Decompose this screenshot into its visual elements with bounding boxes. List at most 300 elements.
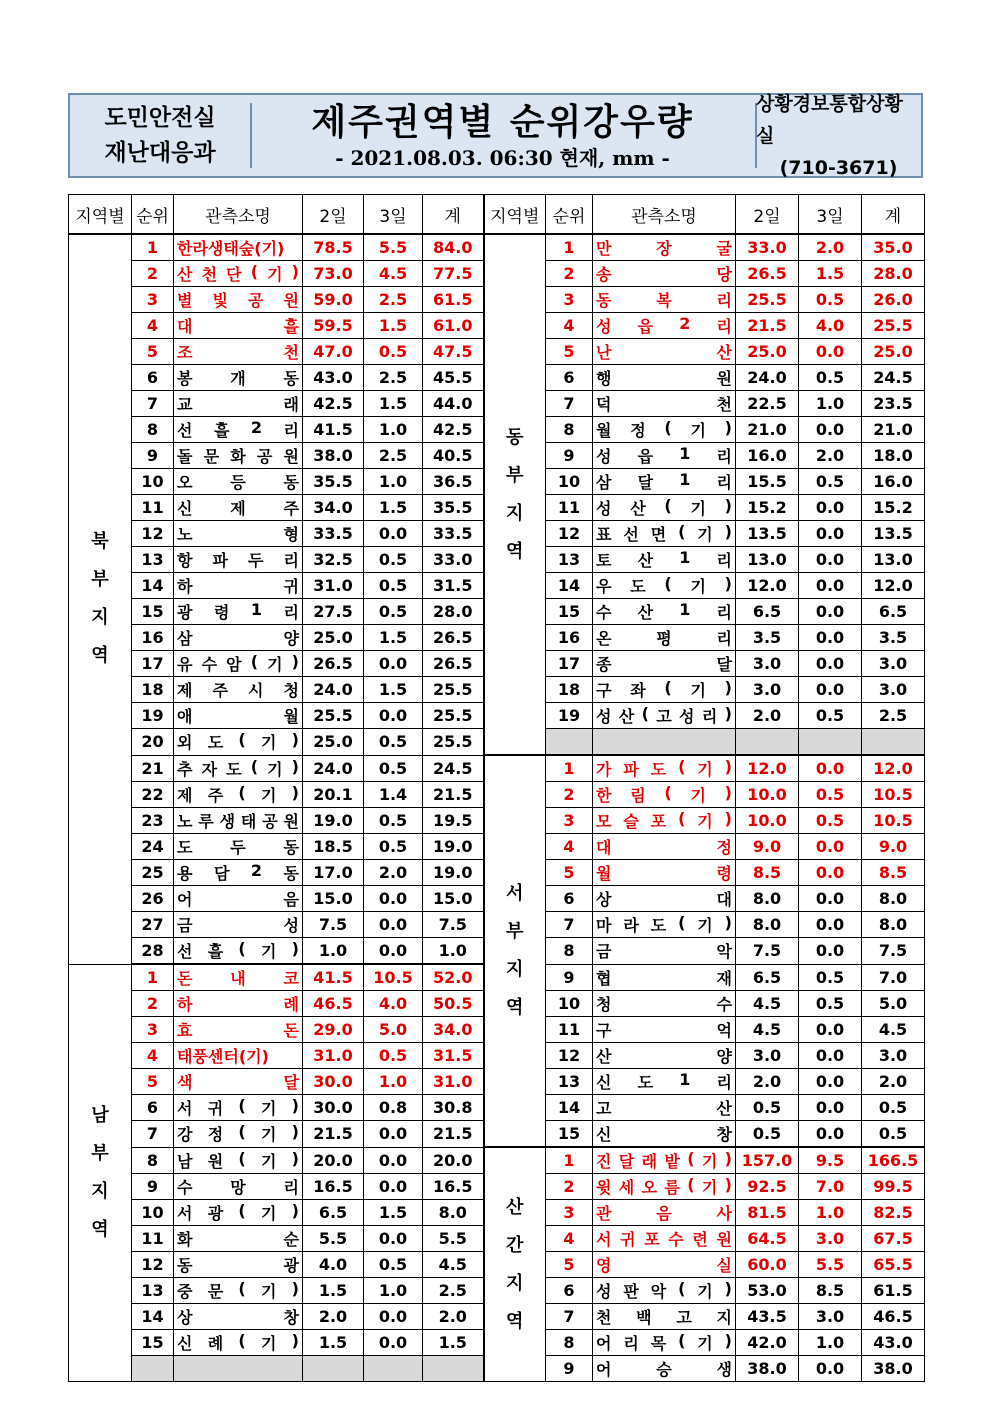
station-name-char: 대 xyxy=(716,890,732,909)
station-name-char: 종 xyxy=(596,655,612,674)
day2-value: 1.5 xyxy=(303,1278,364,1304)
day2-value: 16.0 xyxy=(736,443,799,469)
title-block xyxy=(250,95,755,176)
station-name-char: ) xyxy=(724,1331,732,1350)
rank: 10 xyxy=(132,469,174,495)
station-name-char: 청 xyxy=(596,995,612,1014)
station-name xyxy=(593,834,736,860)
station-name-char: 돈 xyxy=(283,1021,299,1040)
day2-value: 19.0 xyxy=(303,808,364,834)
station-name-char: 천 xyxy=(283,343,299,362)
rank: 14 xyxy=(132,1304,174,1330)
station-name-char: 수 xyxy=(177,1178,193,1197)
station-name-char: ) xyxy=(724,1175,732,1194)
day3-value: 0.5 xyxy=(364,834,423,860)
station-name xyxy=(593,261,736,287)
total-value: 2.0 xyxy=(862,1069,925,1095)
station-name-char: ( xyxy=(250,756,258,776)
station-name-char: 애 xyxy=(177,707,193,726)
station-name xyxy=(174,599,303,625)
station-name-char: 어 xyxy=(596,1360,612,1379)
day2-value: 7.5 xyxy=(303,912,364,938)
station-name-char: 한 xyxy=(596,786,612,805)
station-name-char: 조 xyxy=(177,343,193,362)
day2-value: 8.0 xyxy=(736,886,799,912)
station-name-char: 흘 xyxy=(283,317,299,336)
station-name-char: 기 xyxy=(260,1125,277,1145)
station-name-char: 관 xyxy=(596,1204,612,1223)
total-value: 10.5 xyxy=(862,782,925,808)
station-name-char: 리 xyxy=(716,447,732,466)
total-value: 19.0 xyxy=(423,834,484,860)
station-name-text xyxy=(596,704,732,727)
station-name-char: ( xyxy=(238,1096,246,1115)
region-west-char: 역 xyxy=(506,997,524,1018)
day2-value: 4.5 xyxy=(736,991,799,1017)
station-name-char: 돌 xyxy=(177,447,193,466)
station-name-char: 윗 xyxy=(596,1178,612,1197)
day2-value: 64.5 xyxy=(736,1226,799,1252)
station-name-char: 리 xyxy=(701,707,718,726)
station-name-text xyxy=(177,757,299,780)
station-name-text xyxy=(177,574,299,597)
station-name-char: ) xyxy=(724,1279,732,1298)
station-name-char: 남 xyxy=(177,1151,193,1171)
station-name xyxy=(174,677,303,703)
rank: 12 xyxy=(546,1043,593,1069)
station-name-char: 제 xyxy=(177,681,193,700)
station-name-char: 구 xyxy=(596,681,612,700)
station-name xyxy=(593,651,736,677)
station-name-char: 빛 xyxy=(212,291,228,310)
station-name-char: 고 xyxy=(676,1308,692,1327)
total-value: 61.5 xyxy=(423,287,484,313)
station-name xyxy=(174,834,303,860)
station-name-char: 단 xyxy=(226,265,242,284)
empty-station-name-left xyxy=(174,1356,303,1382)
total-value: 84.0 xyxy=(423,234,484,261)
station-name xyxy=(593,1121,736,1148)
station-name-char: ) xyxy=(724,913,732,932)
station-name-char: 기 xyxy=(697,812,713,831)
region-north-char: 지 xyxy=(91,607,109,629)
station-name xyxy=(593,1252,736,1278)
day3-value: 2.0 xyxy=(364,860,423,886)
station-name xyxy=(174,729,303,756)
empty-total-value-right xyxy=(862,729,925,756)
total-value: 3.0 xyxy=(862,1043,925,1069)
station-name-char: 례 xyxy=(207,1334,224,1353)
station-name-char: 기 xyxy=(260,1282,277,1301)
station-name-char: 태 xyxy=(240,812,257,831)
rank: 19 xyxy=(132,703,174,729)
station-name-char: 생 xyxy=(716,1360,732,1379)
day2-value: 3.0 xyxy=(736,677,799,703)
station-name-char: ) xyxy=(724,496,732,515)
day2-value: 32.5 xyxy=(303,547,364,573)
station-name-char: 산 xyxy=(630,499,646,518)
day3-value: 2.5 xyxy=(364,365,423,391)
rank: 16 xyxy=(132,625,174,651)
day3-value: 9.5 xyxy=(799,1147,862,1174)
rank: 15 xyxy=(546,599,593,625)
station-name xyxy=(593,755,736,782)
region-north-char: 역 xyxy=(91,645,109,667)
rank: 2 xyxy=(132,261,174,287)
day2-value: 59.0 xyxy=(303,287,364,313)
station-name-char: 리 xyxy=(716,551,732,570)
station-name-char: 온 xyxy=(596,629,612,648)
total-value: 7.0 xyxy=(862,964,925,991)
day2-value: 2.0 xyxy=(736,1069,799,1095)
rank: 3 xyxy=(132,287,174,313)
day2-value: 33.0 xyxy=(736,234,799,261)
day2-value: 92.5 xyxy=(736,1174,799,1200)
day3-value: 0.0 xyxy=(799,886,862,912)
station-name-char: 가 xyxy=(596,760,612,779)
rank: 14 xyxy=(546,573,593,599)
day2-value: 35.5 xyxy=(303,469,364,495)
station-name-text xyxy=(177,1331,299,1354)
total-value: 28.0 xyxy=(423,599,484,625)
station-name-char: 슬 xyxy=(623,812,639,831)
station-name xyxy=(174,521,303,547)
station-name-char: 공 xyxy=(248,291,264,310)
station-name-char: ) xyxy=(291,652,299,671)
total-value: 2.0 xyxy=(423,1304,484,1330)
total-value: 23.5 xyxy=(862,391,925,417)
day2-value: 41.5 xyxy=(303,417,364,443)
rank: 12 xyxy=(132,521,174,547)
total-value: 6.5 xyxy=(862,599,925,625)
station-name-char: 백 xyxy=(636,1308,652,1327)
station-name-text xyxy=(177,522,299,545)
day3-value: 0.0 xyxy=(799,938,862,965)
day2-value: 12.0 xyxy=(736,755,799,782)
station-name-char: 기 xyxy=(260,942,277,961)
col-rank-left: 순위 xyxy=(132,195,174,235)
station-name-char: 억 xyxy=(716,1021,732,1040)
station-name-char: 공 xyxy=(262,812,278,831)
total-value: 24.5 xyxy=(862,365,925,391)
station-name-char: 우 xyxy=(596,577,612,596)
rank: 15 xyxy=(132,1330,174,1356)
day2-value: 26.5 xyxy=(736,261,799,287)
station-name-char: 천 xyxy=(596,1308,612,1327)
station-name-char: 삼 xyxy=(596,473,612,492)
total-value: 21.5 xyxy=(423,782,484,808)
day3-value: 5.0 xyxy=(364,1017,423,1043)
day2-value: 4.5 xyxy=(736,1017,799,1043)
station-name-char: 영 xyxy=(596,1256,612,1275)
station-name-text xyxy=(596,757,732,780)
rank: 9 xyxy=(546,964,593,991)
station-name xyxy=(174,495,303,521)
station-name-char: 강 xyxy=(177,1125,193,1145)
station-name-text xyxy=(177,730,299,753)
station-name xyxy=(593,938,736,965)
station-name-char: ) xyxy=(291,1279,299,1298)
day3-value: 0.5 xyxy=(799,287,862,313)
station-name-char: 리 xyxy=(283,1178,299,1197)
day3-value: 2.0 xyxy=(799,234,862,261)
rank: 9 xyxy=(132,443,174,469)
station-name xyxy=(174,703,303,729)
day3-value: 1.0 xyxy=(364,1069,423,1095)
table-row xyxy=(69,755,925,782)
rank: 4 xyxy=(132,313,174,339)
day2-value: 21.0 xyxy=(736,417,799,443)
day2-value: 78.5 xyxy=(303,234,364,261)
station-name-char: ( xyxy=(664,418,672,437)
station-name-char: 성 xyxy=(679,707,695,726)
department-block xyxy=(70,95,250,176)
station-name-text xyxy=(596,574,732,597)
station-name-char: ( xyxy=(678,1279,686,1298)
station-name-char: 리 xyxy=(716,603,732,622)
station-name-char: 동 xyxy=(596,291,612,310)
rank: 6 xyxy=(546,886,593,912)
station-name-char: 용 xyxy=(177,864,193,883)
day2-value: 18.5 xyxy=(303,834,364,860)
day3-value: 2.5 xyxy=(364,287,423,313)
day3-value: 1.5 xyxy=(364,625,423,651)
day2-value: 5.5 xyxy=(303,1226,364,1252)
day3-value: 1.5 xyxy=(364,1200,423,1226)
station-name-char: 모 xyxy=(596,812,612,831)
day2-value: 24.0 xyxy=(736,365,799,391)
station-name-text xyxy=(596,835,732,858)
day3-value: 0.0 xyxy=(799,1356,862,1382)
total-value: 15.2 xyxy=(862,495,925,521)
station-name-text xyxy=(596,652,732,675)
station-name-char: 천 xyxy=(716,395,732,414)
station-name-char: 귀 xyxy=(620,1230,636,1249)
station-name-char: 오 xyxy=(177,473,193,492)
station-name-text: 한라생태숲(기) xyxy=(177,239,285,258)
station-name xyxy=(174,234,303,261)
station-name xyxy=(593,1278,736,1304)
day2-value: 46.5 xyxy=(303,991,364,1017)
station-name-char: 기 xyxy=(267,655,283,674)
day3-value: 0.5 xyxy=(364,1043,423,1069)
day2-value: 13.5 xyxy=(736,521,799,547)
station-name xyxy=(593,677,736,703)
total-value: 16.0 xyxy=(862,469,925,495)
station-name-char: 고 xyxy=(596,1099,612,1118)
day2-value: 3.0 xyxy=(736,1043,799,1069)
station-name-char: 상 xyxy=(596,890,612,909)
station-name-char: ) xyxy=(724,1149,732,1168)
day2-value: 15.2 xyxy=(736,495,799,521)
station-name-char: 성 xyxy=(596,707,612,726)
total-value: 35.5 xyxy=(423,495,484,521)
station-name-char: ( xyxy=(238,1331,246,1350)
station-name-char: 상 xyxy=(177,1308,193,1327)
station-name-char: ) xyxy=(724,783,732,802)
total-value: 7.5 xyxy=(423,912,484,938)
station-name xyxy=(174,886,303,912)
station-name xyxy=(174,1226,303,1252)
station-name-char: 원 xyxy=(283,291,299,310)
station-name-char: 토 xyxy=(596,551,612,570)
station-name-char: 금 xyxy=(177,916,193,935)
day3-value: 0.5 xyxy=(799,808,862,834)
station-name xyxy=(174,1095,303,1121)
total-value: 5.0 xyxy=(862,991,925,1017)
station-name xyxy=(593,703,736,729)
station-name xyxy=(593,417,736,443)
day2-value: 4.0 xyxy=(303,1252,364,1278)
station-name-text xyxy=(596,496,732,519)
station-name-char: ( xyxy=(238,1279,246,1298)
rank: 4 xyxy=(132,1043,174,1069)
station-name xyxy=(174,1330,303,1356)
station-name-char: ) xyxy=(291,730,299,750)
total-value: 25.0 xyxy=(862,339,925,365)
station-name-char: 기 xyxy=(697,525,713,544)
total-value: 45.5 xyxy=(423,365,484,391)
col-day3-left: 3일 xyxy=(364,195,423,235)
region-mountain xyxy=(484,1147,546,1382)
day2-value: 42.5 xyxy=(303,391,364,417)
station-name-text xyxy=(177,262,299,285)
station-name-char: 기 xyxy=(701,1178,718,1197)
total-value: 12.0 xyxy=(862,573,925,599)
region-west xyxy=(484,755,546,1147)
day3-value: 1.0 xyxy=(799,391,862,417)
station-name-char: ( xyxy=(238,1122,246,1142)
station-name-char: ) xyxy=(724,418,732,437)
station-name-text xyxy=(596,418,732,441)
day3-value: 8.5 xyxy=(799,1278,862,1304)
empty-day3-value-left xyxy=(364,1356,423,1382)
station-name xyxy=(174,755,303,782)
station-name-char: ) xyxy=(724,522,732,541)
page-title: 제주권역별 순위강우량 xyxy=(311,102,694,143)
station-name-text xyxy=(596,1305,732,1328)
total-value: 9.0 xyxy=(862,834,925,860)
rank: 3 xyxy=(546,808,593,834)
station-name-char: 성 xyxy=(596,1282,612,1301)
station-name-char: 정 xyxy=(630,421,646,440)
rank: 2 xyxy=(546,1174,593,1200)
station-name-char: 만 xyxy=(596,239,612,258)
station-name-char: 1 xyxy=(679,600,691,619)
station-name-text xyxy=(177,1018,299,1041)
station-name-char: 양 xyxy=(716,1047,732,1066)
station-name-char: 마 xyxy=(596,916,612,935)
station-name-text xyxy=(596,1253,732,1276)
day3-value: 0.5 xyxy=(364,729,423,756)
station-name-char: ( xyxy=(664,678,672,697)
station-name xyxy=(174,1121,303,1148)
col-total-left: 계 xyxy=(423,195,484,235)
station-name-text xyxy=(177,340,299,363)
region-west-char: 서 xyxy=(506,883,524,904)
day3-value: 0.5 xyxy=(364,1252,423,1278)
station-name-char: 기 xyxy=(697,760,713,779)
station-name-char: 선 xyxy=(177,421,193,440)
station-name-char: 수 xyxy=(668,1230,684,1249)
station-name xyxy=(174,1200,303,1226)
station-name-text xyxy=(596,366,732,389)
total-value: 13.5 xyxy=(862,521,925,547)
total-value: 8.0 xyxy=(423,1200,484,1226)
station-name-text xyxy=(596,262,732,285)
station-name-char: ) xyxy=(291,1201,299,1220)
day2-value: 25.5 xyxy=(303,703,364,729)
rank: 7 xyxy=(546,391,593,417)
rank: 8 xyxy=(546,417,593,443)
rank: 1 xyxy=(546,234,593,261)
rank: 7 xyxy=(546,1304,593,1330)
total-value: 166.5 xyxy=(862,1147,925,1174)
station-name-text xyxy=(177,913,299,936)
station-name-char: 교 xyxy=(177,395,193,414)
rank: 1 xyxy=(546,1147,593,1174)
region-east-char: 동 xyxy=(506,426,524,448)
station-name xyxy=(593,991,736,1017)
day2-value: 6.5 xyxy=(736,599,799,625)
station-name-char: 음 xyxy=(283,890,299,909)
rank: 8 xyxy=(546,938,593,965)
station-name-char: 리 xyxy=(283,421,299,440)
station-name-text xyxy=(177,992,299,1015)
station-name xyxy=(174,1304,303,1330)
day3-value: 0.0 xyxy=(799,547,862,573)
station-name-char: 리 xyxy=(623,1334,639,1353)
rank: 4 xyxy=(546,313,593,339)
station-name-char: 성 xyxy=(596,499,612,518)
day3-value: 1.5 xyxy=(364,495,423,521)
rank: 11 xyxy=(132,1226,174,1252)
station-name xyxy=(174,391,303,417)
station-name-text xyxy=(596,1357,732,1380)
total-value: 2.5 xyxy=(862,703,925,729)
station-name xyxy=(593,287,736,313)
station-name-char: 광 xyxy=(177,603,193,622)
day3-value: 0.8 xyxy=(364,1095,423,1121)
day2-value: 9.0 xyxy=(736,834,799,860)
total-value: 82.5 xyxy=(862,1200,925,1226)
rank: 13 xyxy=(132,547,174,573)
day3-value: 0.0 xyxy=(799,755,862,782)
total-value: 1.5 xyxy=(423,1330,484,1356)
station-name-char: 림 xyxy=(630,786,646,805)
station-name-text xyxy=(177,678,299,701)
station-name-char: 도 xyxy=(207,733,224,753)
day3-value: 0.0 xyxy=(799,860,862,886)
station-name-char: 제 xyxy=(230,499,246,518)
station-name-char: 루 xyxy=(198,812,214,831)
rainfall-table xyxy=(68,194,925,1382)
rank: 7 xyxy=(132,391,174,417)
total-value: 8.0 xyxy=(862,886,925,912)
station-name-char: 주 xyxy=(207,786,224,805)
station-name-char: 기 xyxy=(260,1151,277,1171)
station-name-char: ) xyxy=(291,1096,299,1115)
station-name-char: 월 xyxy=(596,421,612,440)
station-name-char: 장 xyxy=(656,239,672,258)
day3-value: 1.0 xyxy=(799,1200,862,1226)
rank: 4 xyxy=(546,1226,593,1252)
station-name-char: 창 xyxy=(716,1125,732,1144)
empty-rank-right xyxy=(546,729,593,756)
station-name-char: 광 xyxy=(283,1256,299,1275)
station-name xyxy=(593,339,736,365)
station-name-text xyxy=(177,704,299,727)
